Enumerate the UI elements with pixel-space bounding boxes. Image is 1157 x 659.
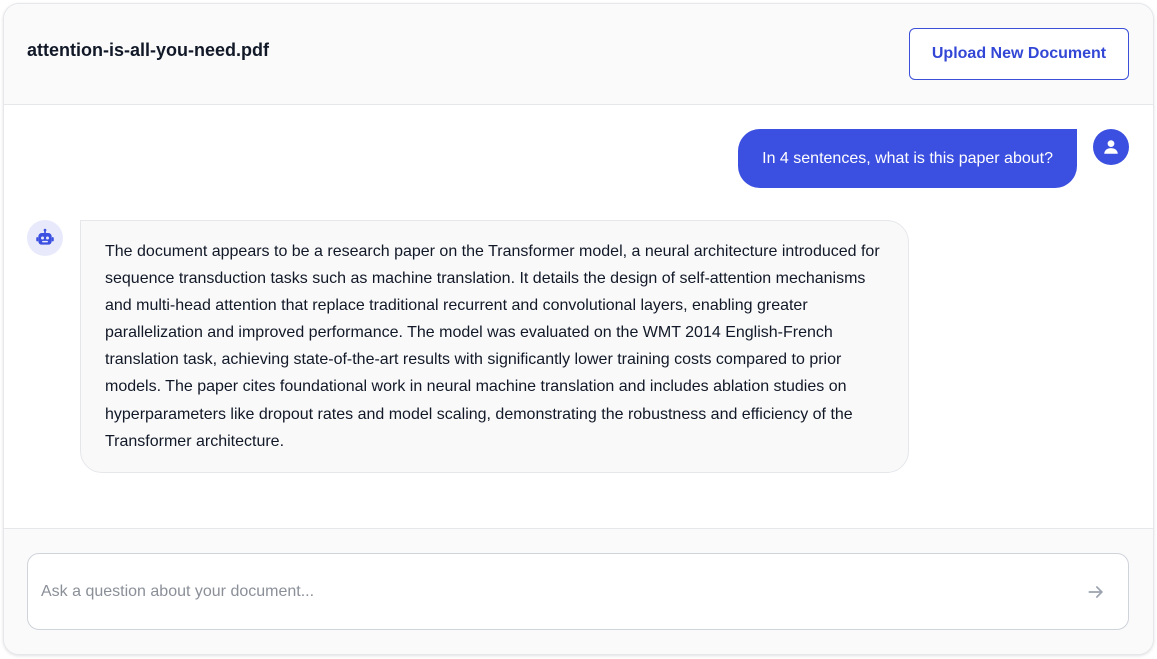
send-button[interactable]: [1084, 580, 1108, 604]
chat-app-window: [3, 3, 1154, 655]
upload-new-document-button[interactable]: Upload New Document: [909, 28, 1129, 80]
composer-bar: [4, 528, 1153, 655]
assistant-message-text: The document appears to be a research paper on the Transformer model, a neural architecture introduced for sequence transduction tasks such as machine translation. It details the design of self-attention mechanisms and multi-head attention that replace traditional recurrent and convolutional layers, enabling greater parallelization and improved performance. The model was evaluated on the WMT 2014 English-French translation task, achieving state-of-the-art results with significantly lower training costs compared to prior models. The paper cites foundational work in neural machine translation and includes ablation studies on hyperparameters like dropout rates and model scaling, demonstrating the robustness and efficiency of the Transformer architecture.: [105, 243, 880, 450]
assistant-message-bubble: [80, 220, 909, 473]
user-message-text: In 4 sentences, what is this paper about?: [762, 149, 1053, 167]
robot-icon: [35, 228, 55, 248]
header-bar: [4, 4, 1153, 105]
question-input-container: [27, 553, 1129, 630]
user-avatar: [1093, 129, 1129, 165]
assistant-avatar: [27, 220, 63, 256]
question-input[interactable]: [41, 554, 1068, 629]
document-title: attention-is-all-you-need.pdf: [27, 40, 269, 60]
arrow-right-icon: [1086, 582, 1106, 602]
chat-messages-area: [4, 105, 1153, 528]
user-icon: [1102, 138, 1120, 156]
user-message-bubble: [738, 129, 1077, 188]
